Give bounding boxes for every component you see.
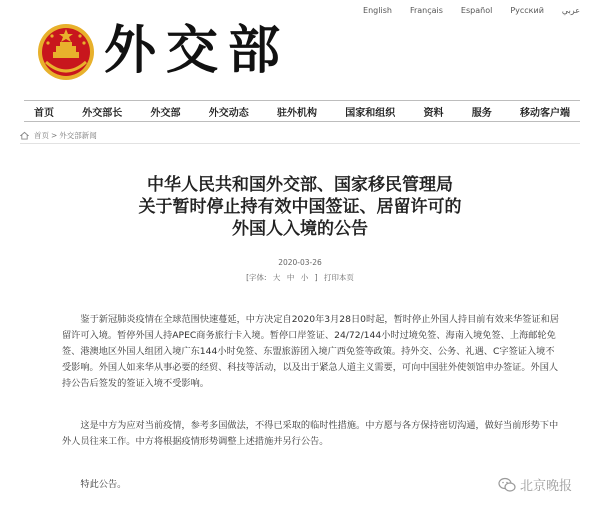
lang-spanish[interactable]: Español bbox=[460, 6, 493, 15]
language-bar bbox=[363, 6, 580, 15]
article-date: 2020-03-26 bbox=[278, 258, 322, 267]
breadcrumb-separator: > bbox=[51, 131, 58, 140]
divider bbox=[20, 143, 580, 144]
lang-arabic[interactable]: عربي bbox=[561, 6, 580, 15]
title-line: 外国人入境的公告 bbox=[232, 219, 368, 239]
font-size-small[interactable]: 小 bbox=[300, 273, 309, 282]
nav-home[interactable]: 首页 bbox=[34, 107, 54, 119]
font-size-end: ] bbox=[314, 273, 318, 282]
national-emblem-logo[interactable] bbox=[36, 22, 96, 82]
font-size-large[interactable]: 大 bbox=[272, 273, 281, 282]
breadcrumb-home[interactable]: 首页 bbox=[34, 131, 49, 140]
lang-russian[interactable]: Русский bbox=[510, 6, 544, 15]
nav-mobile-app[interactable]: 移动客户端 bbox=[520, 107, 570, 119]
title-line: 关于暂时停止持有效中国签证、居留许可的 bbox=[138, 197, 462, 217]
nav-ministry[interactable]: 外交部 bbox=[150, 107, 181, 119]
home-icon bbox=[20, 131, 29, 140]
nav-materials[interactable]: 资料 bbox=[423, 107, 444, 119]
breadcrumb-section[interactable]: 外交部新闻 bbox=[59, 131, 97, 140]
lang-english[interactable]: English bbox=[363, 6, 392, 15]
article-paragraph: 特此公告。 bbox=[80, 479, 127, 490]
breadcrumb bbox=[20, 130, 97, 141]
article-paragraph: 这是中方为应对当前疫情，参考多国做法，不得已采取的临时性措施。中方愿与各方保持密切沟通，做好当前形势下中外人员往来工作。中方将根据疫情形势调整上述措施并另行公告。 bbox=[62, 420, 559, 447]
article-paragraph: 鉴于新冠肺炎疫情在全球范围快速蔓延，中方决定自2020年3月28日0时起，暂时停止外国人持目前有效来华签证和居留许可入境。暂停外国人持APEC商务旅行卡入境。暂停口岸签证、24/72/144小时过境免签、海南入境免签、上海邮轮免签、港澳地区外国人组团入境广东144小时免签、东盟旅游团入境广西免签等政策。持外交、公务、礼遇、C字签证入境不受影响。外国人如来华从事必要的经贸、科技等活动，以及出于紧急人道主义需要，可向中国驻外使领馆申办签证。外国人持公告后签发的签证入境不受影响。 bbox=[62, 314, 559, 389]
font-size-medium[interactable]: 中 bbox=[286, 273, 295, 282]
watermark-text: 北京晚报 bbox=[519, 479, 572, 494]
lang-french[interactable]: Français bbox=[409, 6, 443, 15]
main-nav bbox=[24, 100, 580, 122]
font-size-controls bbox=[0, 272, 600, 283]
print-link[interactable]: 打印本页 bbox=[323, 273, 354, 282]
font-size-label: [字体: bbox=[246, 273, 267, 282]
nav-news[interactable]: 外交动态 bbox=[208, 107, 249, 119]
nav-countries[interactable]: 国家和组织 bbox=[345, 107, 396, 119]
nav-missions[interactable]: 驻外机构 bbox=[277, 107, 317, 119]
nav-minister[interactable]: 外交部长 bbox=[82, 107, 123, 119]
wechat-icon bbox=[498, 477, 516, 493]
title-line: 中华人民共和国外交部、国家移民管理局 bbox=[147, 175, 453, 195]
site-title: 外交部 bbox=[104, 20, 291, 81]
article-title bbox=[60, 174, 540, 240]
watermark bbox=[498, 475, 572, 494]
nav-services[interactable]: 服务 bbox=[471, 107, 492, 119]
